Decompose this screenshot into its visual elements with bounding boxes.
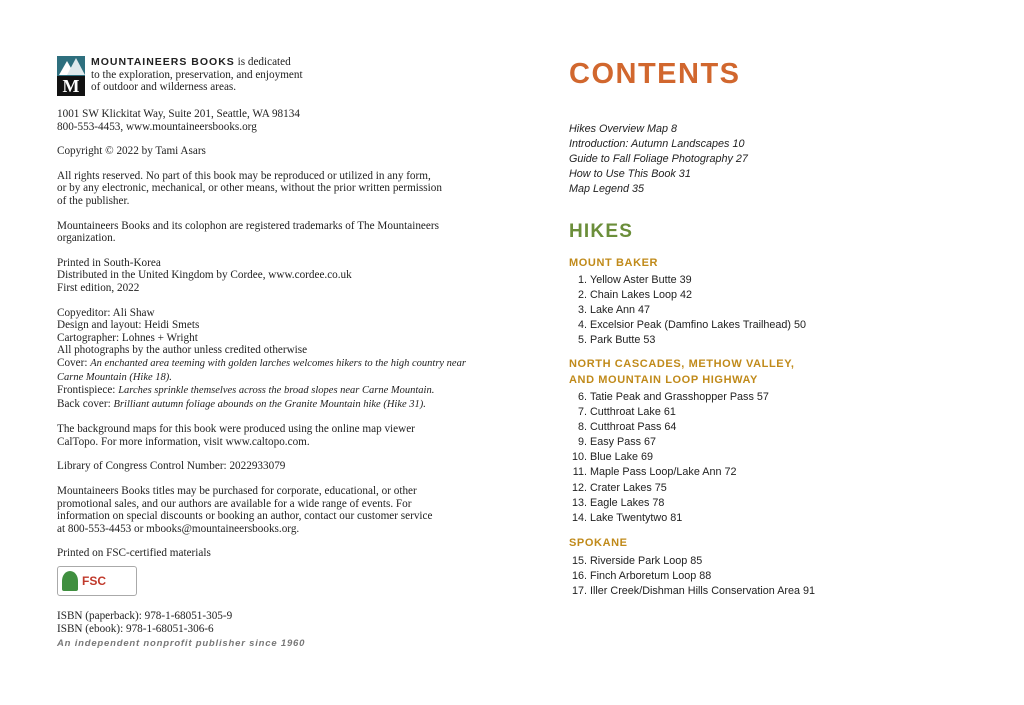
printing-info: Printed in South-Korea Distributed in the United Kingdom by Cordee, www.cordee.co.uk First edition, 2022 bbox=[57, 256, 352, 294]
sales-info: Mountaineers Books titles may be purchased for corporate, educational, or other promotional sales, and our authors are available for a wide range of events. For information on special discounts or booking an author, contact our customer service at 800-553-4453 or mbooks@mountaineersbooks.org. bbox=[57, 485, 433, 535]
frontispiece-credit: Frontispiece: Larches sprinkle themselves across the broad slopes near Carne Mountain. bbox=[57, 384, 435, 397]
hike-entry[interactable]: 8. Cutthroat Pass 64 bbox=[577, 421, 677, 434]
region-heading-mount-baker: MOUNT BAKER bbox=[569, 257, 659, 269]
toc-entry[interactable]: Guide to Fall Foliage Photography 27 bbox=[569, 153, 748, 166]
front-matter-list bbox=[569, 122, 748, 197]
publisher-intro bbox=[57, 56, 467, 96]
hike-list-mount-baker bbox=[569, 273, 989, 348]
hike-entry[interactable]: 9. Easy Pass 67 bbox=[577, 436, 657, 449]
address-block: 1001 SW Klickitat Way, Suite 201, Seattle, WA 98134 800-553-4453, www.mountaineersbooks.org bbox=[57, 108, 300, 133]
hike-entry[interactable]: 10. Blue Lake 69 bbox=[571, 451, 654, 464]
hike-entry[interactable]: 7. Cutthroat Lake 61 bbox=[577, 406, 676, 419]
hikes-heading: HIKES bbox=[569, 221, 634, 242]
hike-entry[interactable]: 4. Excelsior Peak (Damfino Lakes Trailhead) 50 bbox=[577, 319, 807, 332]
publisher-tagline: An independent nonprofit publisher since 1960 bbox=[57, 638, 306, 649]
hike-entry[interactable]: 1. Yellow Aster Butte 39 bbox=[577, 274, 692, 286]
credits-block: Copyeditor: Ali Shaw Design and layout: Heidi Smets Cartographer: Lohnes + Wright All photographs by the author unless credited otherwise Cover: An enchanted area teeming with golden larches welcomes hikers to the high country near Carne Mountain (Hike 18). Frontispiece: Larches sprinkle themselves across the broad slopes near Carne Mountain. Back cover: Brilliant autumn foliage abounds on the Granite Mountain hike (Hike 31). bbox=[57, 306, 466, 410]
hike-entry[interactable]: 13. Eagle Lakes 78 bbox=[571, 496, 665, 509]
copyright-page bbox=[57, 56, 467, 635]
hike-entry[interactable]: 15. Riverside Park Loop 85 bbox=[571, 555, 703, 567]
mountaineers-logo-icon: M bbox=[57, 56, 85, 96]
hike-entry[interactable]: 12. Crater Lakes 75 bbox=[571, 481, 667, 494]
copyright-line: Copyright © 2022 by Tami Asars bbox=[57, 145, 206, 158]
hike-entry[interactable]: 11. Maple Pass Loop/Lake Ann 72 bbox=[572, 466, 737, 479]
hike-entry[interactable]: 2. Chain Lakes Loop 42 bbox=[577, 289, 693, 302]
loc-number: Library of Congress Control Number: 2022933079 bbox=[57, 460, 286, 473]
toc-entry[interactable]: How to Use This Book 31 bbox=[569, 168, 691, 181]
hike-entry[interactable]: 6. Tatie Peak and Grasshopper Pass 57 bbox=[577, 391, 769, 403]
region-heading-spokane: SPOKANE bbox=[569, 537, 628, 549]
hike-list-north-cascades bbox=[569, 390, 989, 526]
hike-entry[interactable]: 17. Iller Creek/Dishman Hills Conservation Area 91 bbox=[571, 585, 816, 598]
hike-entry[interactable]: 5. Park Butte 53 bbox=[577, 334, 656, 347]
hike-entry[interactable]: 14. Lake Twentytwo 81 bbox=[571, 511, 683, 524]
tree-icon bbox=[62, 571, 78, 591]
toc-entry[interactable]: Hikes Overview Map 8 bbox=[569, 123, 678, 135]
toc-entry[interactable]: Map Legend 35 bbox=[569, 183, 645, 196]
fsc-logo-icon: FSC bbox=[57, 566, 137, 596]
brand-name: MOUNTAINEERS BOOKS bbox=[91, 56, 235, 68]
hike-list-spokane bbox=[569, 554, 989, 599]
back-cover-credit: Back cover: Brilliant autumn foliage abounds on the Granite Mountain hike (Hike 31). bbox=[57, 397, 426, 410]
hike-entry[interactable]: 3. Lake Ann 47 bbox=[577, 304, 651, 317]
hike-entry[interactable]: 16. Finch Arboretum Loop 88 bbox=[571, 570, 712, 583]
cover-credit: Cover: An enchanted area teeming with golden larches welcomes hikers to the high country near Carne Mountain (Hike 18). bbox=[57, 356, 466, 383]
maps-credit: The background maps for this book were produced using the online map viewer CalTopo. For more information, visit www.caltopo.com. bbox=[57, 423, 415, 448]
contents-title: CONTENTS bbox=[569, 58, 741, 90]
isbn-block: ISBN (paperback): 978-1-68051-305-9 ISBN (ebook): 978-1-68051-306-6 bbox=[57, 610, 233, 635]
trademark-statement: Mountaineers Books and its colophon are registered trademarks of The Mountaineers organization. bbox=[57, 219, 439, 245]
toc-entry[interactable]: Introduction: Autumn Landscapes 10 bbox=[569, 138, 745, 151]
region-heading-north-cascades: NORTH CASCADES, METHOW VALLEY, AND MOUNTAIN LOOP HIGHWAY bbox=[569, 358, 795, 386]
fsc-statement: Printed on FSC-certified materials bbox=[57, 547, 211, 560]
mission-statement: MOUNTAINEERS BOOKS is dedicated to the exploration, preservation, and enjoyment of outdoor and wilderness areas. bbox=[91, 56, 303, 94]
rights-statement: All rights reserved. No part of this book may be reproduced or utilized in any form, or by any electronic, mechanical, or other means, without the prior written permission of the publisher. bbox=[57, 169, 442, 207]
